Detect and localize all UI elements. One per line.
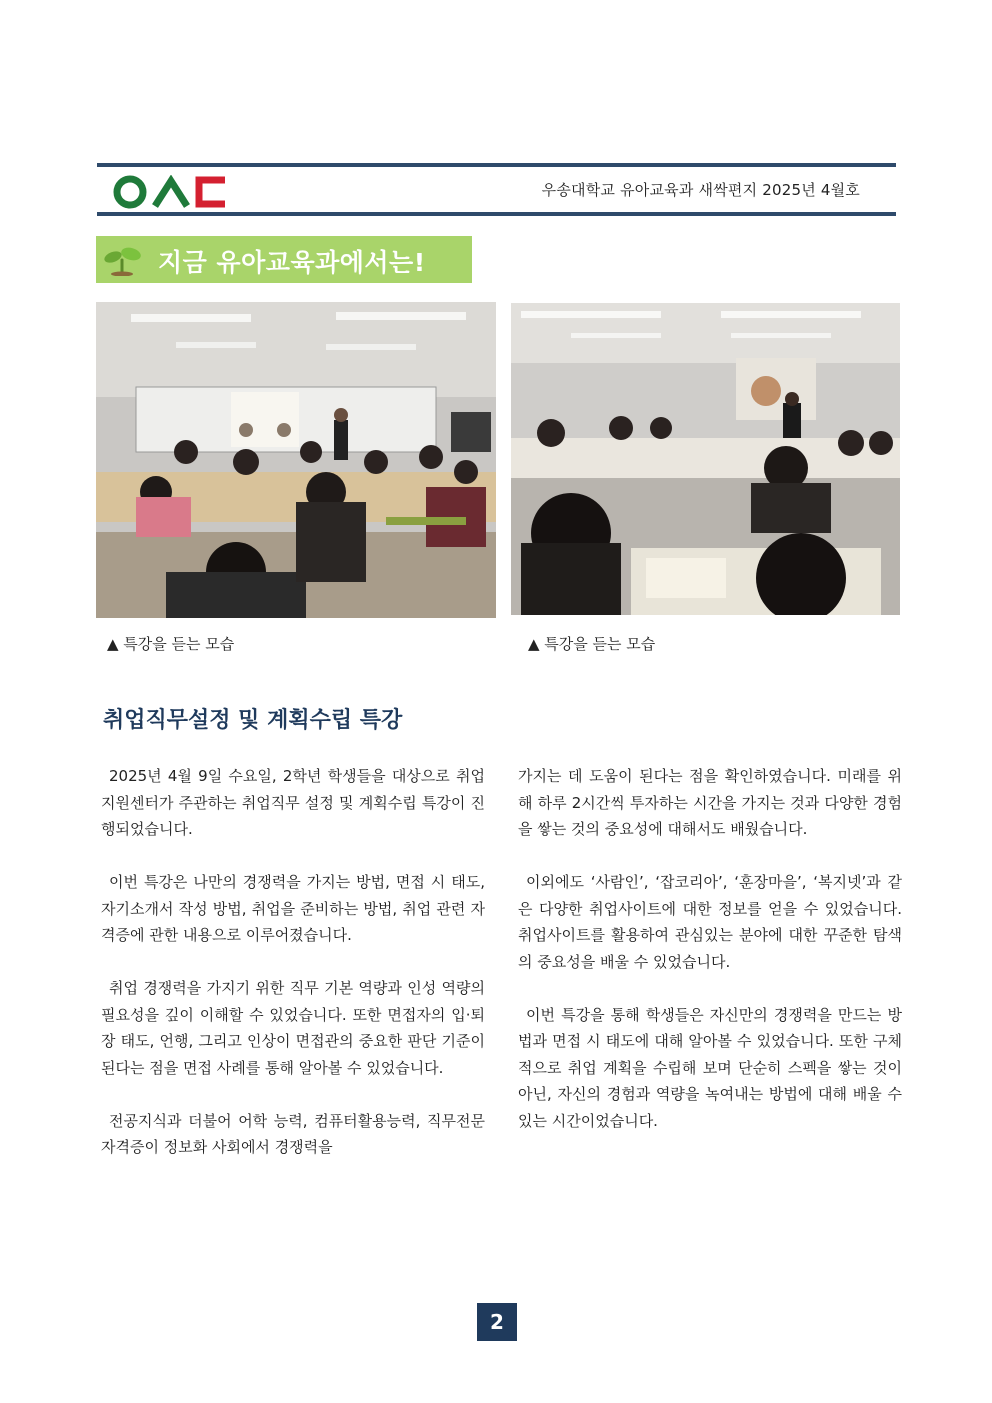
header-rule-top (97, 163, 896, 167)
article-paragraph: 이외에도 ‘사람인’, ‘잡코리아’, ‘훈장마을’, ‘복지넷’과 같은 다양한 취업사이트에 대한 정보를 얻을 수 있었습니다. 취업사이트를 활용하여 관심있는 분야에 대한 꾸준한 탐색의 중요성을 배울 수 있었습니다. (518, 873, 902, 971)
article-paragraph: 이번 특강은 나만의 경쟁력을 가지는 방법, 면접 시 태도, 자기소개서 작성 방법, 취업을 준비하는 방법, 취업 관련 자격증에 관한 내용으로 이루어졌습니다. (101, 873, 485, 944)
article-paragraph: 취업 경쟁력을 가지기 위한 직무 기본 역량과 인성 역량의 필요성을 깊이 이해할 수 있었습니다. 또한 면접자의 입·퇴장 태도, 언행, 그리고 인상이 면접관의 중요한 판단 기준이 된다는 점을 면접 사례를 통해 알아볼 수 있었습니다. (101, 979, 485, 1077)
page-number: 2 (477, 1303, 517, 1341)
department-logo (113, 175, 228, 209)
photo-2-caption: ▲ 특강을 듣는 모습 (528, 635, 656, 653)
section-banner-title: 지금 유아교육과에서는! (158, 248, 426, 277)
article-paragraph: 2025년 4월 9일 수요일, 2학년 학생들을 대상으로 취업지원센터가 주관하는 취업직무 설정 및 계획수립 특강이 진행되었습니다. (101, 767, 485, 838)
sprout-icon (102, 244, 142, 276)
article-paragraph: 이번 특강을 통해 학생들은 자신만의 경쟁력을 만드는 방법과 면접 시 태도에 대해 알아볼 수 있었습니다. 또한 구체적으로 취업 계획을 수립해 보며 단순히 스펙을 쌓는 것이 아닌, 자신의 경험과 역량을 녹여내는 방법에 대해 배울 수 있는 시간이었습니다. (518, 1005, 902, 1130)
issue-title: 우송대학교 유아교육과 새싹편지 2025년 4월호 (541, 181, 860, 199)
photo-1-caption: ▲ 특강을 듣는 모습 (107, 635, 235, 653)
article-paragraph: 가지는 데 도움이 된다는 점을 확인하였습니다. 미래를 위해 하루 2시간씩 투자하는 시간을 가지는 것과 다양한 경험을 쌓는 것의 중요성에 대해서도 배웠습니다. (518, 767, 902, 838)
article-column-right (518, 763, 902, 1161)
lecture-photo-1 (96, 302, 496, 618)
article-column-left (101, 763, 485, 1187)
article-paragraph: 전공지식과 더불어 어학 능력, 컴퓨터활용능력, 직무전문자격증이 정보화 사회에서 경쟁력을 (101, 1111, 485, 1156)
lecture-photo-2 (511, 303, 900, 615)
article-title: 취업직무설정 및 계획수립 특강 (103, 708, 403, 733)
header-rule-bottom (97, 212, 896, 216)
